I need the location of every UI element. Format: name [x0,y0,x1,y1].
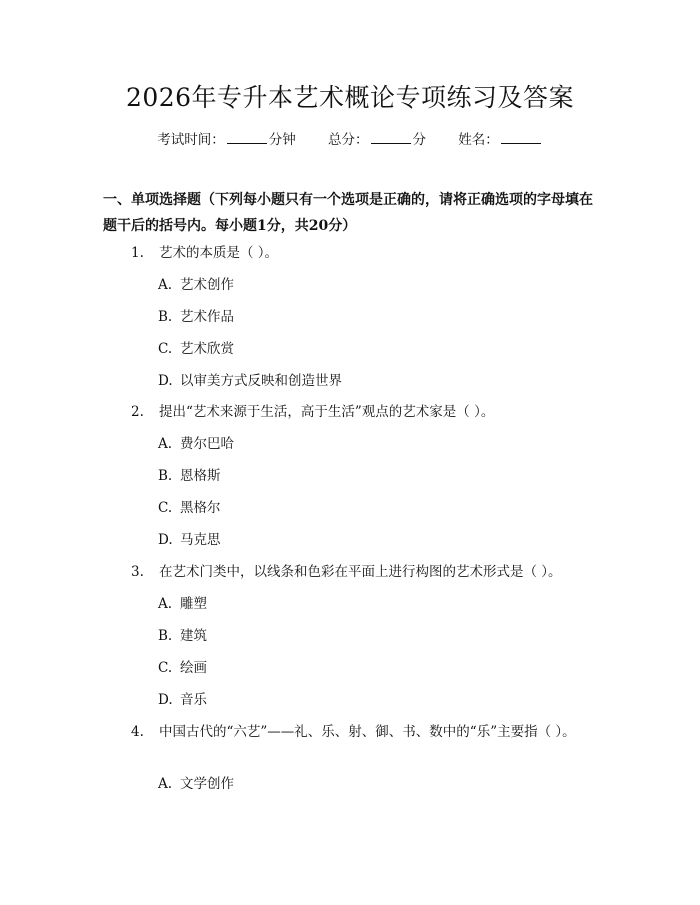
option-letter: A. [158,436,173,452]
name-blank [501,131,541,144]
question-2-option-d [158,529,221,551]
question-1-option-c [158,338,234,360]
option-text: 绘画 [180,660,207,676]
option-letter: B. [158,628,173,644]
question-3-option-d [158,689,207,711]
question-4-option-a [158,773,234,795]
option-letter: B. [158,468,173,484]
option-text: 以审美方式反映和创造世界 [180,373,342,389]
option-letter: C. [158,660,173,676]
question-3 [131,561,562,583]
option-text: 黑格尔 [180,500,221,516]
question-4 [103,720,578,744]
total-score-blank [371,131,411,144]
question-1-option-a [158,274,234,296]
option-letter: D. [158,373,173,389]
option-text: 艺术欣赏 [180,341,234,357]
question-2-option-b [158,465,221,487]
total-score-label: 总分： [328,132,369,148]
option-text: 艺术作品 [180,309,234,325]
question-number: 4. [131,724,144,740]
question-number: 2. [131,404,144,420]
total-score-unit: 分 [412,132,426,148]
option-text: 费尔巴哈 [180,436,234,452]
question-2 [131,401,494,423]
option-letter: C. [158,500,173,516]
question-1-option-d [158,370,342,392]
question-text: 艺术的本质是（ ）。 [159,245,279,261]
option-letter: C. [158,341,173,357]
section-heading: 一、单项选择题（下列每小题只有一个选项是正确的，请将正确选项的字母填在题干后的括号内。每小题1分，共20分） [103,192,593,234]
question-1-option-b [158,306,234,328]
option-text: 雕塑 [180,596,207,612]
page-title: 2026年专升本艺术概论专项练习及答案 [125,83,575,112]
question-number: 3. [131,564,144,580]
exam-time-blank [227,131,267,144]
question-2-option-c [158,497,221,519]
option-letter: D. [158,692,173,708]
exam-time-unit: 分钟 [268,132,296,148]
total-score-field [328,132,426,148]
name-label: 姓名： [458,132,499,148]
option-letter: A. [158,776,173,792]
option-text: 音乐 [180,692,207,708]
option-letter: D. [158,532,173,548]
option-text: 文学创作 [180,776,234,792]
question-3-option-a [158,593,207,615]
exam-time-field [157,132,296,148]
question-1 [131,242,278,264]
option-letter: B. [158,309,173,325]
exam-meta-line [0,130,700,150]
question-text: 中国古代的“六艺”——礼、乐、射、御、书、数中的“乐”主要指（ ）。 [159,724,576,740]
option-text: 建筑 [180,628,207,644]
question-3-option-b [158,625,207,647]
option-letter: A. [158,277,173,293]
name-field [458,132,543,148]
option-text: 艺术创作 [180,277,234,293]
option-text: 马克思 [180,532,221,548]
question-text: 提出“艺术来源于生活，高于生活”观点的艺术家是（ ）。 [159,404,495,420]
question-2-option-a [158,433,234,455]
question-text: 在艺术门类中，以线条和色彩在平面上进行构图的艺术形式是（ ）。 [159,564,562,580]
question-number: 1. [131,245,144,261]
option-letter: A. [158,596,173,612]
question-3-option-c [158,657,207,679]
option-text: 恩格斯 [180,468,221,484]
exam-time-label: 考试时间： [157,132,225,148]
